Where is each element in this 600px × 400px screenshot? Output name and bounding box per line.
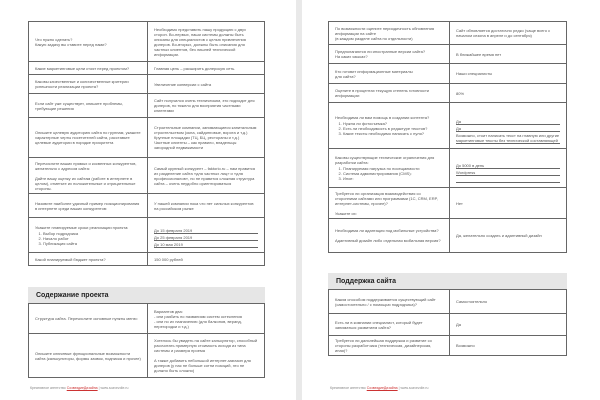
answer-field[interactable]: Да: [456, 118, 560, 125]
footer-brand-link[interactable]: СозвездиеДизайна: [66, 386, 98, 390]
question-text: Предполагаются ли иностранные версии сайта? На каких языках?: [335, 49, 426, 59]
question-list-item: 3. Публикация сайта: [43, 241, 141, 246]
question-text: Кто готовит информационные материалы для сайта?: [335, 68, 413, 79]
question-text: Если сайт уже существует, опишите проблемы, требующие решения: [35, 100, 123, 111]
question-cell: [29, 304, 148, 333]
answer-text: Строительные компании, занимающиеся капитальным строительством (окна, сайдинговые, ворота и т.д.) Крупные площадки (ТЦ, БЦ, рестораны и т.д.) Частные клиенты – как правило, владельцы загородной недвижимости: [154, 125, 257, 150]
brief-table-continued: [328, 21, 567, 253]
table-row: [29, 158, 264, 194]
question-text: Требуется ли организация взаимодействия со сторонними сайтами или программами (1С, CRM, ERP, интернет-системы, прочее)? Укажите их:: [335, 190, 438, 216]
question-cell: [329, 84, 450, 102]
table-row: [329, 314, 566, 336]
question-text: Необходима ли вам помощь в создании контента?: [335, 115, 430, 120]
answer-field[interactable]: [456, 176, 560, 183]
question-cell: [329, 64, 450, 83]
question-text: Каковы существующие технические ограничения для разработки сайта:: [335, 155, 435, 165]
section-header-support: Поддержка сайта: [328, 273, 567, 289]
answer-cell: [148, 304, 264, 333]
table-row: [329, 45, 566, 64]
question-cell: [329, 103, 450, 148]
footer-suffix: | www.sozvezdie.ru: [97, 386, 129, 390]
table-row: [329, 84, 566, 103]
table-row: [29, 22, 264, 62]
answer-cell: [148, 118, 264, 157]
table-row: [29, 194, 264, 218]
table-row: [329, 103, 566, 149]
answer-field[interactable]: Wordpress: [456, 169, 560, 176]
answer-cell: [450, 64, 566, 83]
answer-text: У нашей компании пока что нет сильных конкурентов на российском рынке: [154, 200, 254, 211]
question-text: Опишите целевую аудиторию сайта по группам, укажите характерные черты посетителей сайта, расставьте целевые аудитории в порядке приоритета: [35, 130, 141, 145]
answer-text: Увеличение конверсии с сайта: [154, 81, 212, 87]
table-row: [29, 334, 264, 378]
question-cell: [329, 188, 450, 218]
answer-field[interactable]: Да: [456, 125, 560, 132]
answer-cell: [148, 22, 264, 61]
left-page: [0, 0, 296, 400]
footer-prefix: Креативное агентство: [330, 386, 367, 390]
question-cell: [29, 62, 148, 74]
question-list-item: 3. Иное:: [343, 176, 443, 181]
question-cell: [329, 290, 450, 313]
question-cell: [29, 75, 148, 93]
answer-text: Возможно: [456, 343, 475, 348]
question-list-item: 2. Есть ли необходимость в редактуре текстов?: [343, 126, 443, 131]
question-cell: [329, 45, 450, 63]
answer-text: Да: [456, 322, 461, 327]
footer-suffix: | www.sozvezdie.ru: [397, 386, 429, 390]
question-cell: [29, 158, 148, 193]
support-table: [328, 289, 567, 356]
right-page: [302, 0, 600, 400]
answer-cell: [148, 194, 264, 217]
question-text: Требуется ли дальнейшая поддержка и развитие со стороны разработчика (техническая, дизайнерская, иная)?: [335, 338, 432, 353]
question-text: Назовите наиболее удачный пример позиционирования в интернете среди ваших конкурентов:: [35, 200, 140, 211]
table-row: [29, 118, 264, 158]
question-list-item: 1. Выбор подрядчика: [43, 231, 141, 236]
table-row: [329, 64, 566, 84]
table-row: [29, 304, 264, 334]
question-list: [335, 166, 443, 181]
question-cell: [29, 194, 148, 217]
table-row: [329, 336, 566, 356]
question-text: Необходима ли адаптация под мобильные устройства? Адаптивный дизайн либо отдельная мобильная версия?: [335, 228, 441, 243]
table-row: [329, 149, 566, 188]
question-cell: [329, 219, 450, 252]
answer-text: Нет: [456, 200, 463, 206]
answer-text: Хотелось бы увидеть на сайте калькулятор, способный рассчитать примерную стоимость исходя из типа системы и размера проема А также добавить небольшой интернет-магазин для дилеров (у нас не больше сотни позиций, это не должно быть сложно): [154, 338, 258, 373]
question-cell: [329, 22, 450, 44]
answer-text: Необходимо представить нашу продукцию с двух сторон. Во-первых, наши системы должны быть описаны для специалистов с целью привлечения дилеров. Во-вторых, должны быть описания для частных клиентов, без лишней технической информации.: [154, 26, 246, 57]
question-text: Оцените в процентах текущую степень готовности информации:: [335, 88, 430, 98]
question-cell: [29, 218, 148, 252]
question-list-item: 2. Система администрирования (CMS):: [343, 171, 443, 176]
answer-text: 80%: [456, 90, 465, 96]
answer-cell: [450, 219, 566, 252]
question-text: Каковы качественные и количественные критерии успешности реализации проекта?: [35, 79, 129, 89]
answer-field[interactable]: Возможно, стоит написать текст на главную или другие маркетинговые тексты без технической составляющей: [456, 133, 560, 143]
table-row: [329, 22, 566, 45]
question-cell: [329, 314, 450, 335]
answer-field[interactable]: До 5000 в день: [456, 162, 560, 169]
answer-cell: [450, 188, 566, 218]
question-text: По возможности оцените периодичность обновления информации на сайте (в каждом разделе сайта по отдельности): [335, 25, 435, 41]
answer-cell: [450, 336, 566, 355]
answer-cell: [148, 253, 264, 265]
footer: [30, 386, 129, 390]
question-text: Что нужно сделать? Какую задачу вы ставите перед нами?: [35, 36, 107, 47]
question-text: Какие маркетинговые цели стоят перед проектом?: [35, 65, 130, 71]
table-row: [29, 94, 264, 118]
answer-cell: [450, 103, 566, 148]
answer-text: В ближайшее время нет: [456, 51, 502, 57]
answer-cell: [148, 62, 264, 74]
question-cell: [329, 336, 450, 355]
answer-cell: [450, 314, 566, 335]
table-row: [29, 62, 264, 75]
answer-cell: [148, 158, 264, 193]
question-list: [335, 121, 443, 136]
question-cell: [329, 149, 450, 187]
answer-text: Сайт получился очень техническим, это подходит для дилеров, но тяжело для восприятия частными клиентами: [154, 98, 255, 113]
question-text: Структура сайта. Перечислите основные пункты меню:: [35, 316, 138, 321]
answer-cell: [450, 45, 566, 63]
answer-cell: [450, 22, 566, 44]
answer-field[interactable]: До 10 мая 2019: [154, 241, 258, 248]
question-text: Укажите планируемые сроки реализации проекта:: [35, 224, 129, 230]
question-text: Перечислите ваших прямых и косвенных конкурентов, желательно с адресом сайта: Дайте вашу оценку их сайтам (работе в интернете в целом), отметьте их положительные и отрицательные стороны.: [35, 160, 137, 191]
answer-text: Самостоятельно: [456, 299, 488, 304]
question-list-item: 1. Планируемая нагрузка по посещаемости: [343, 166, 443, 171]
answer-text: Вариантов два: - или разбить по названиям систем остекления - или по их назначению (для балконов, веранд, перегородки и т.д.): [154, 308, 242, 329]
answer-text: Наши специалисты: [456, 71, 493, 76]
table-row: [329, 188, 566, 219]
question-list: [35, 231, 141, 246]
answer-text: Сайт обновляется достаточно редко (чаще всего с началом сезона в апреле и до сентября): [456, 28, 551, 38]
answer-cell: [148, 334, 264, 377]
question-text: Какой планируемый бюджет проекта?: [35, 256, 106, 262]
answer-cell: [148, 75, 264, 93]
footer-prefix: Креативное агентство: [30, 386, 67, 390]
question-list-item: 1. Нужна ли фотосъемка?: [343, 121, 443, 126]
question-cell: [29, 334, 148, 377]
answer-text: Главная цель – расширить дилерскую сеть.: [154, 65, 236, 71]
question-list-item: 2. Начало работ: [43, 236, 141, 241]
answer-text: Да, желательно создать и адаптивный дизайн: [456, 233, 542, 238]
question-text: Опишите ключевые функциональные возможности сайта (калькуляторы, формы заявок, подписка и прочее): [35, 350, 141, 361]
answer-cell: [450, 84, 566, 102]
footer-brand-link[interactable]: СозвездиеДизайна: [366, 386, 398, 390]
brief-table: [28, 21, 265, 266]
question-cell: [29, 22, 148, 61]
table-row: [329, 290, 566, 314]
question-cell: [29, 118, 148, 157]
question-text: Каким способом поддерживается существующий сайт (самостоятельно / с помощью подрядчика)?: [335, 296, 436, 307]
answer-cell: [148, 218, 264, 252]
table-row: [29, 253, 264, 266]
answer-text: 150 000 рублей: [154, 256, 183, 262]
footer: [330, 386, 429, 390]
answer-field[interactable]: До 15 февраля 2019: [154, 227, 258, 234]
answer-cell: [450, 290, 566, 313]
table-row: [29, 218, 264, 253]
question-cell: [29, 253, 148, 265]
section-header-content: Содержание проекта: [28, 287, 265, 303]
table-row: [329, 219, 566, 253]
answer-cell: [148, 94, 264, 117]
table-row: [29, 75, 264, 94]
question-cell: [29, 94, 148, 117]
question-text: Есть ли в компании специалист, который будет заниматься развитием сайта?: [335, 319, 423, 330]
answer-cell: [450, 149, 566, 187]
question-list-item: 3. Какие тексты необходимо написать с нуля?: [343, 131, 443, 136]
answer-field[interactable]: До 25 февраля 2019: [154, 234, 258, 241]
answer-text: Самый крупный конкурент – faktorio.ru – нам нравится их разделение сайта «для частных лиц» и «для профессионалов», но не нравится сложная структура сайта – очень неудобно ориентироваться: [154, 165, 256, 186]
content-table: [28, 303, 265, 378]
